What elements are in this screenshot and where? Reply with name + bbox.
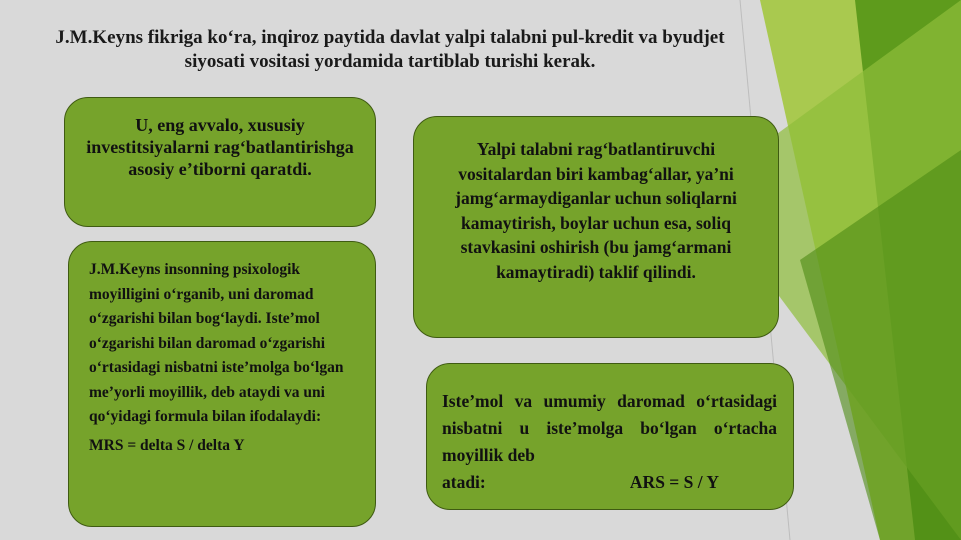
average-propensity-text: Iste’mol va umumiy daromad o‘rtasidagi nisbatni u iste’molga bo‘lgan o‘rtacha moyillik deb (442, 391, 777, 465)
investment-text: U, eng avvalo, xususiy investitsiyalarni rag‘batlantirishga asosiy e’tiborni qaratdi. (86, 115, 354, 179)
mrs-formula: MRS = delta S / delta Y (89, 436, 245, 454)
marginal-propensity-text: J.M.Keyns insonning psixologik moyilligini o‘rganib, uni daromad o‘zgarishi bilan bog‘laydi. Iste’mol o‘zgarishi bilan daromad o‘zgarishi o‘rtasidagi nisbatni iste’molga bo‘lgan me’yorli moyillik, deb ataydi va uni qo‘yidagi formula bilan ifodalaydi: (89, 261, 344, 425)
demand-stimulus-box (413, 116, 779, 338)
investment-box (64, 97, 376, 227)
average-propensity-last-word: atadi: (442, 472, 486, 492)
slide-title: J.M.Keyns fikriga ko‘ra, inqiroz paytida davlat yalpi talabni pul-kredit va byudjet siyosati vositasi yordamida tartiblab turishi kerak. (55, 27, 725, 72)
marginal-propensity-box (68, 241, 376, 527)
average-propensity-box (426, 363, 794, 510)
demand-stimulus-text: Yalpi talabni rag‘batlantiruvchi vositalardan biri kambag‘allar, ya’ni jamg‘armaydiganlar uchun soliqlarni kamaytirish, boylar uchun esa, soliq stavkasini oshirish (bu jamg‘armani kamaytiradi) taklif qilindi. (455, 139, 737, 282)
ars-formula: ARS = S / Y (629, 472, 719, 492)
